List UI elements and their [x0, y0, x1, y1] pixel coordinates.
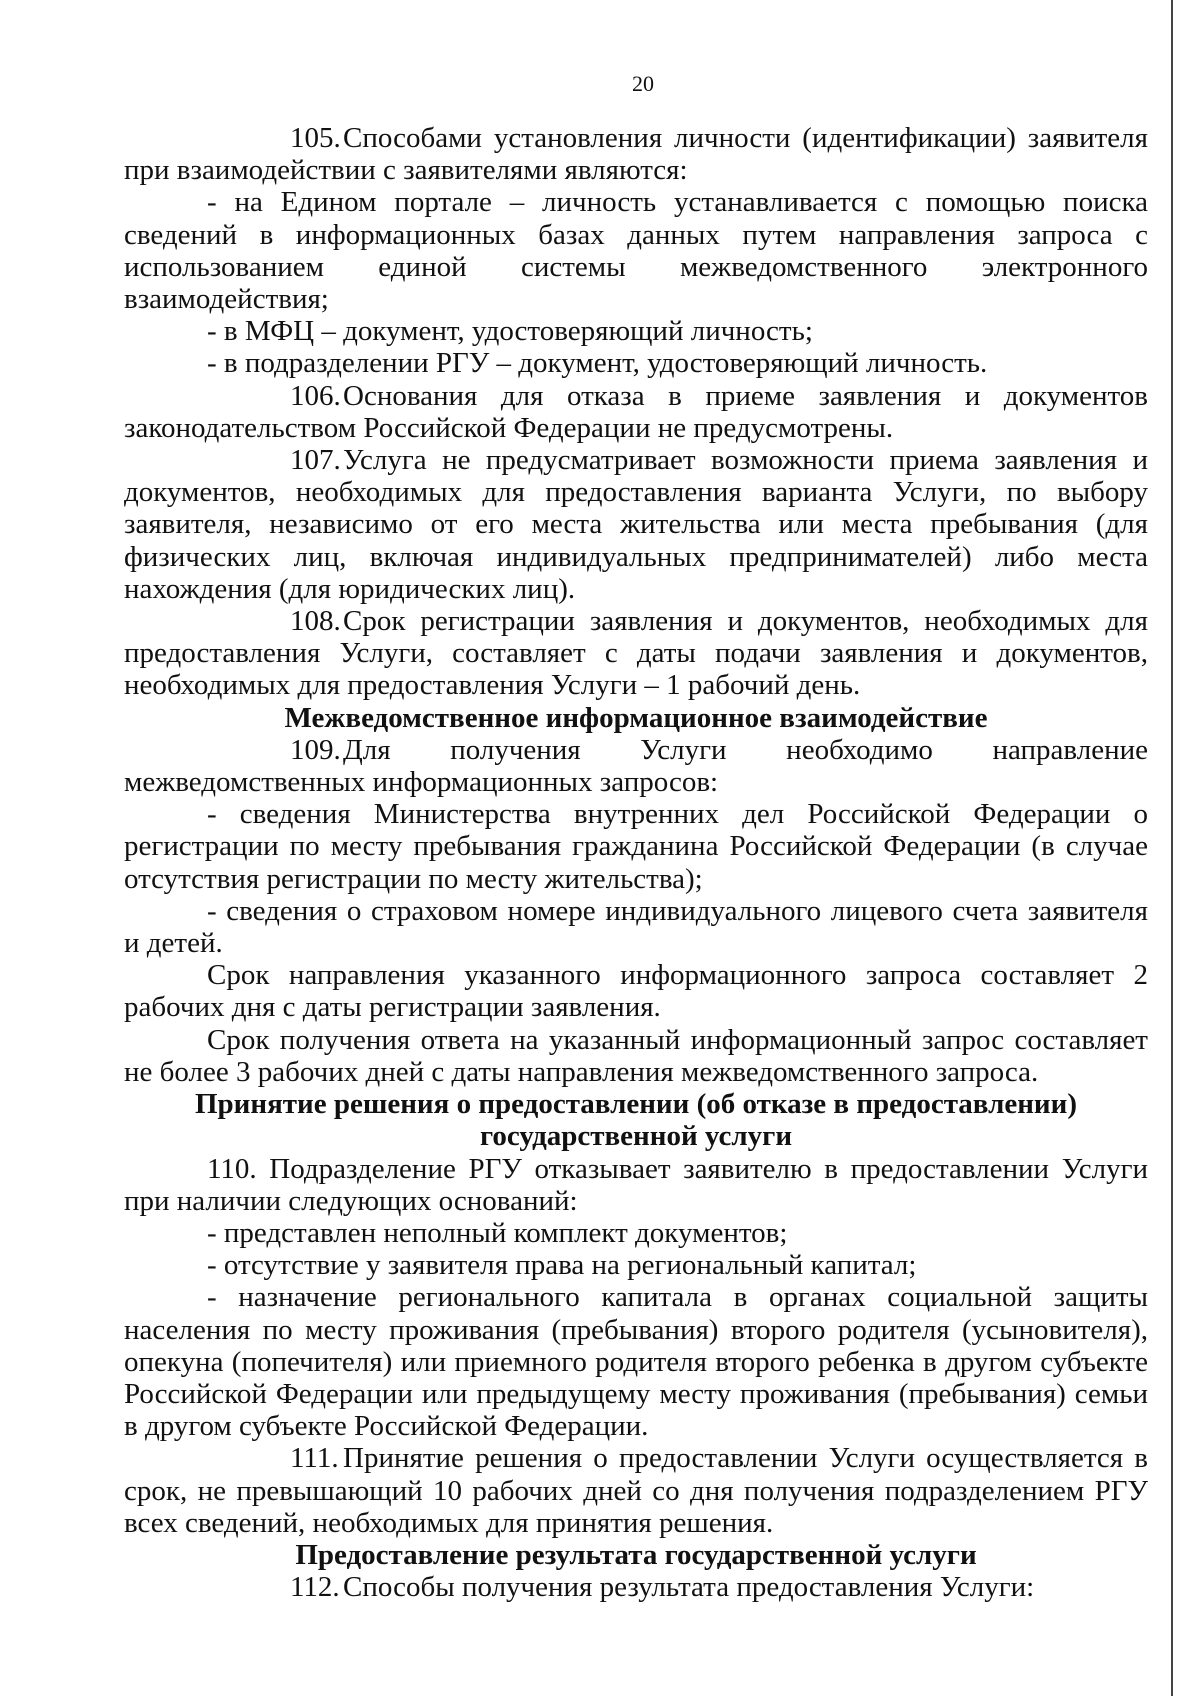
paragraph-108: [124, 605, 1148, 702]
item-number: 108.: [290, 605, 341, 638]
paragraph: - в подразделении РГУ – документ, удостоверяющий личность.: [207, 347, 988, 380]
page-number: 20: [632, 71, 654, 96]
paragraph-110: 110. Подразделение РГУ отказывает заявителю в предоставлении Услуги при наличии следующих оснований:: [124, 1152, 1148, 1217]
paragraph: Срок направления указанного информационного запроса составляет 2 рабочих дня с даты регистрации заявления.: [124, 959, 1148, 1024]
item-number: 105.: [290, 122, 341, 154]
paragraph-text: Способы получения результата предоставления Услуги:: [343, 1571, 1035, 1604]
paragraph-105: [124, 122, 1148, 186]
document-body: [124, 122, 1148, 1603]
paragraph-text: Срок регистрации заявления и документов, необходимых для предоставления Услуги, составляет с даты подачи заявления и документов, необходимых для предоставления Услуги – 1 рабочий день.: [124, 605, 1148, 702]
paragraph-text: Услуга не предусматривает возможности приема заявления и документов, необходимых для предоставления варианта Услуги, по выбору заявителя, независимо от его места жительства или места пребывания (для физических лиц, включая индивидуальных предпринимателей) либо места нахождения (для юридических лиц).: [124, 444, 1148, 605]
paragraph: - сведения о страховом номере индивидуального лицевого счета заявителя и детей.: [124, 894, 1148, 960]
paragraph-111: [124, 1442, 1148, 1539]
paragraph-text: Способами установления личности (идентификации) заявителя при взаимодействии с заявителями являются:: [124, 122, 1148, 187]
item-number: 112.: [290, 1571, 340, 1604]
section-heading: Предоставление результата государственной услуги: [295, 1538, 977, 1571]
page-edge: [1171, 0, 1173, 1696]
paragraph-text: Принятие решения о предоставлении Услуги осуществляется в срок, не превышающий 10 рабочих дней со дня получения подразделением РГУ всех сведений, необходимых для принятия решения.: [124, 1442, 1148, 1539]
item-number: 111.: [290, 1442, 339, 1475]
paragraph-text: Основания для отказа в приеме заявления и документов законодательством Российской Федерации не предусмотрены.: [124, 379, 1148, 444]
paragraph: - отсутствие у заявителя права на региональный капитал;: [207, 1249, 917, 1282]
paragraph-109: [124, 734, 1148, 798]
section-heading: Межведомственное информационное взаимодействие: [284, 701, 988, 734]
paragraph: Срок получения ответа на указанный информационный запрос составляет не более 3 рабочих дней с даты направления межведомственного запроса.: [124, 1023, 1148, 1088]
item-number: 107.: [290, 444, 341, 477]
paragraph: - назначение регионального капитала в органах социальной защиты населения по месту проживания (пребывания) второго родителя (усыновителя), опекуна (попечителя) или приемного родителя второго ребенка в другом субъекте Российской Федерации или предыдущему месту проживания (пребывания) семьи в другом субъекте Российской Федерации.: [124, 1281, 1148, 1443]
paragraph: - на Едином портале – личность устанавливается с помощью поиска сведений в информационных базах данных путем направления запроса с использованием единой системы межведомственного электронного взаимодействия;: [124, 186, 1148, 316]
paragraph-text: Для получения Услуги необходимо направление межведомственных информационных запросов:: [124, 733, 1148, 799]
paragraph-107: [124, 444, 1148, 605]
paragraph-106: [124, 380, 1148, 444]
item-number: 109.: [290, 733, 341, 766]
paragraph: - в МФЦ – документ, удостоверяющий личность;: [207, 315, 813, 348]
paragraph-112: [124, 1571, 1148, 1603]
section-heading: Принятие решения о предоставлении (об отказе в предоставлении) государственной услуги: [195, 1088, 1077, 1153]
paragraph: - сведения Министерства внутренних дел Российской Федерации о регистрации по месту пребывания гражданина Российской Федерации (в случае отсутствия регистрации по месту жительства);: [124, 798, 1148, 895]
paragraph: - представлен неполный комплект документов;: [207, 1216, 788, 1249]
item-number: 106.: [290, 379, 341, 412]
